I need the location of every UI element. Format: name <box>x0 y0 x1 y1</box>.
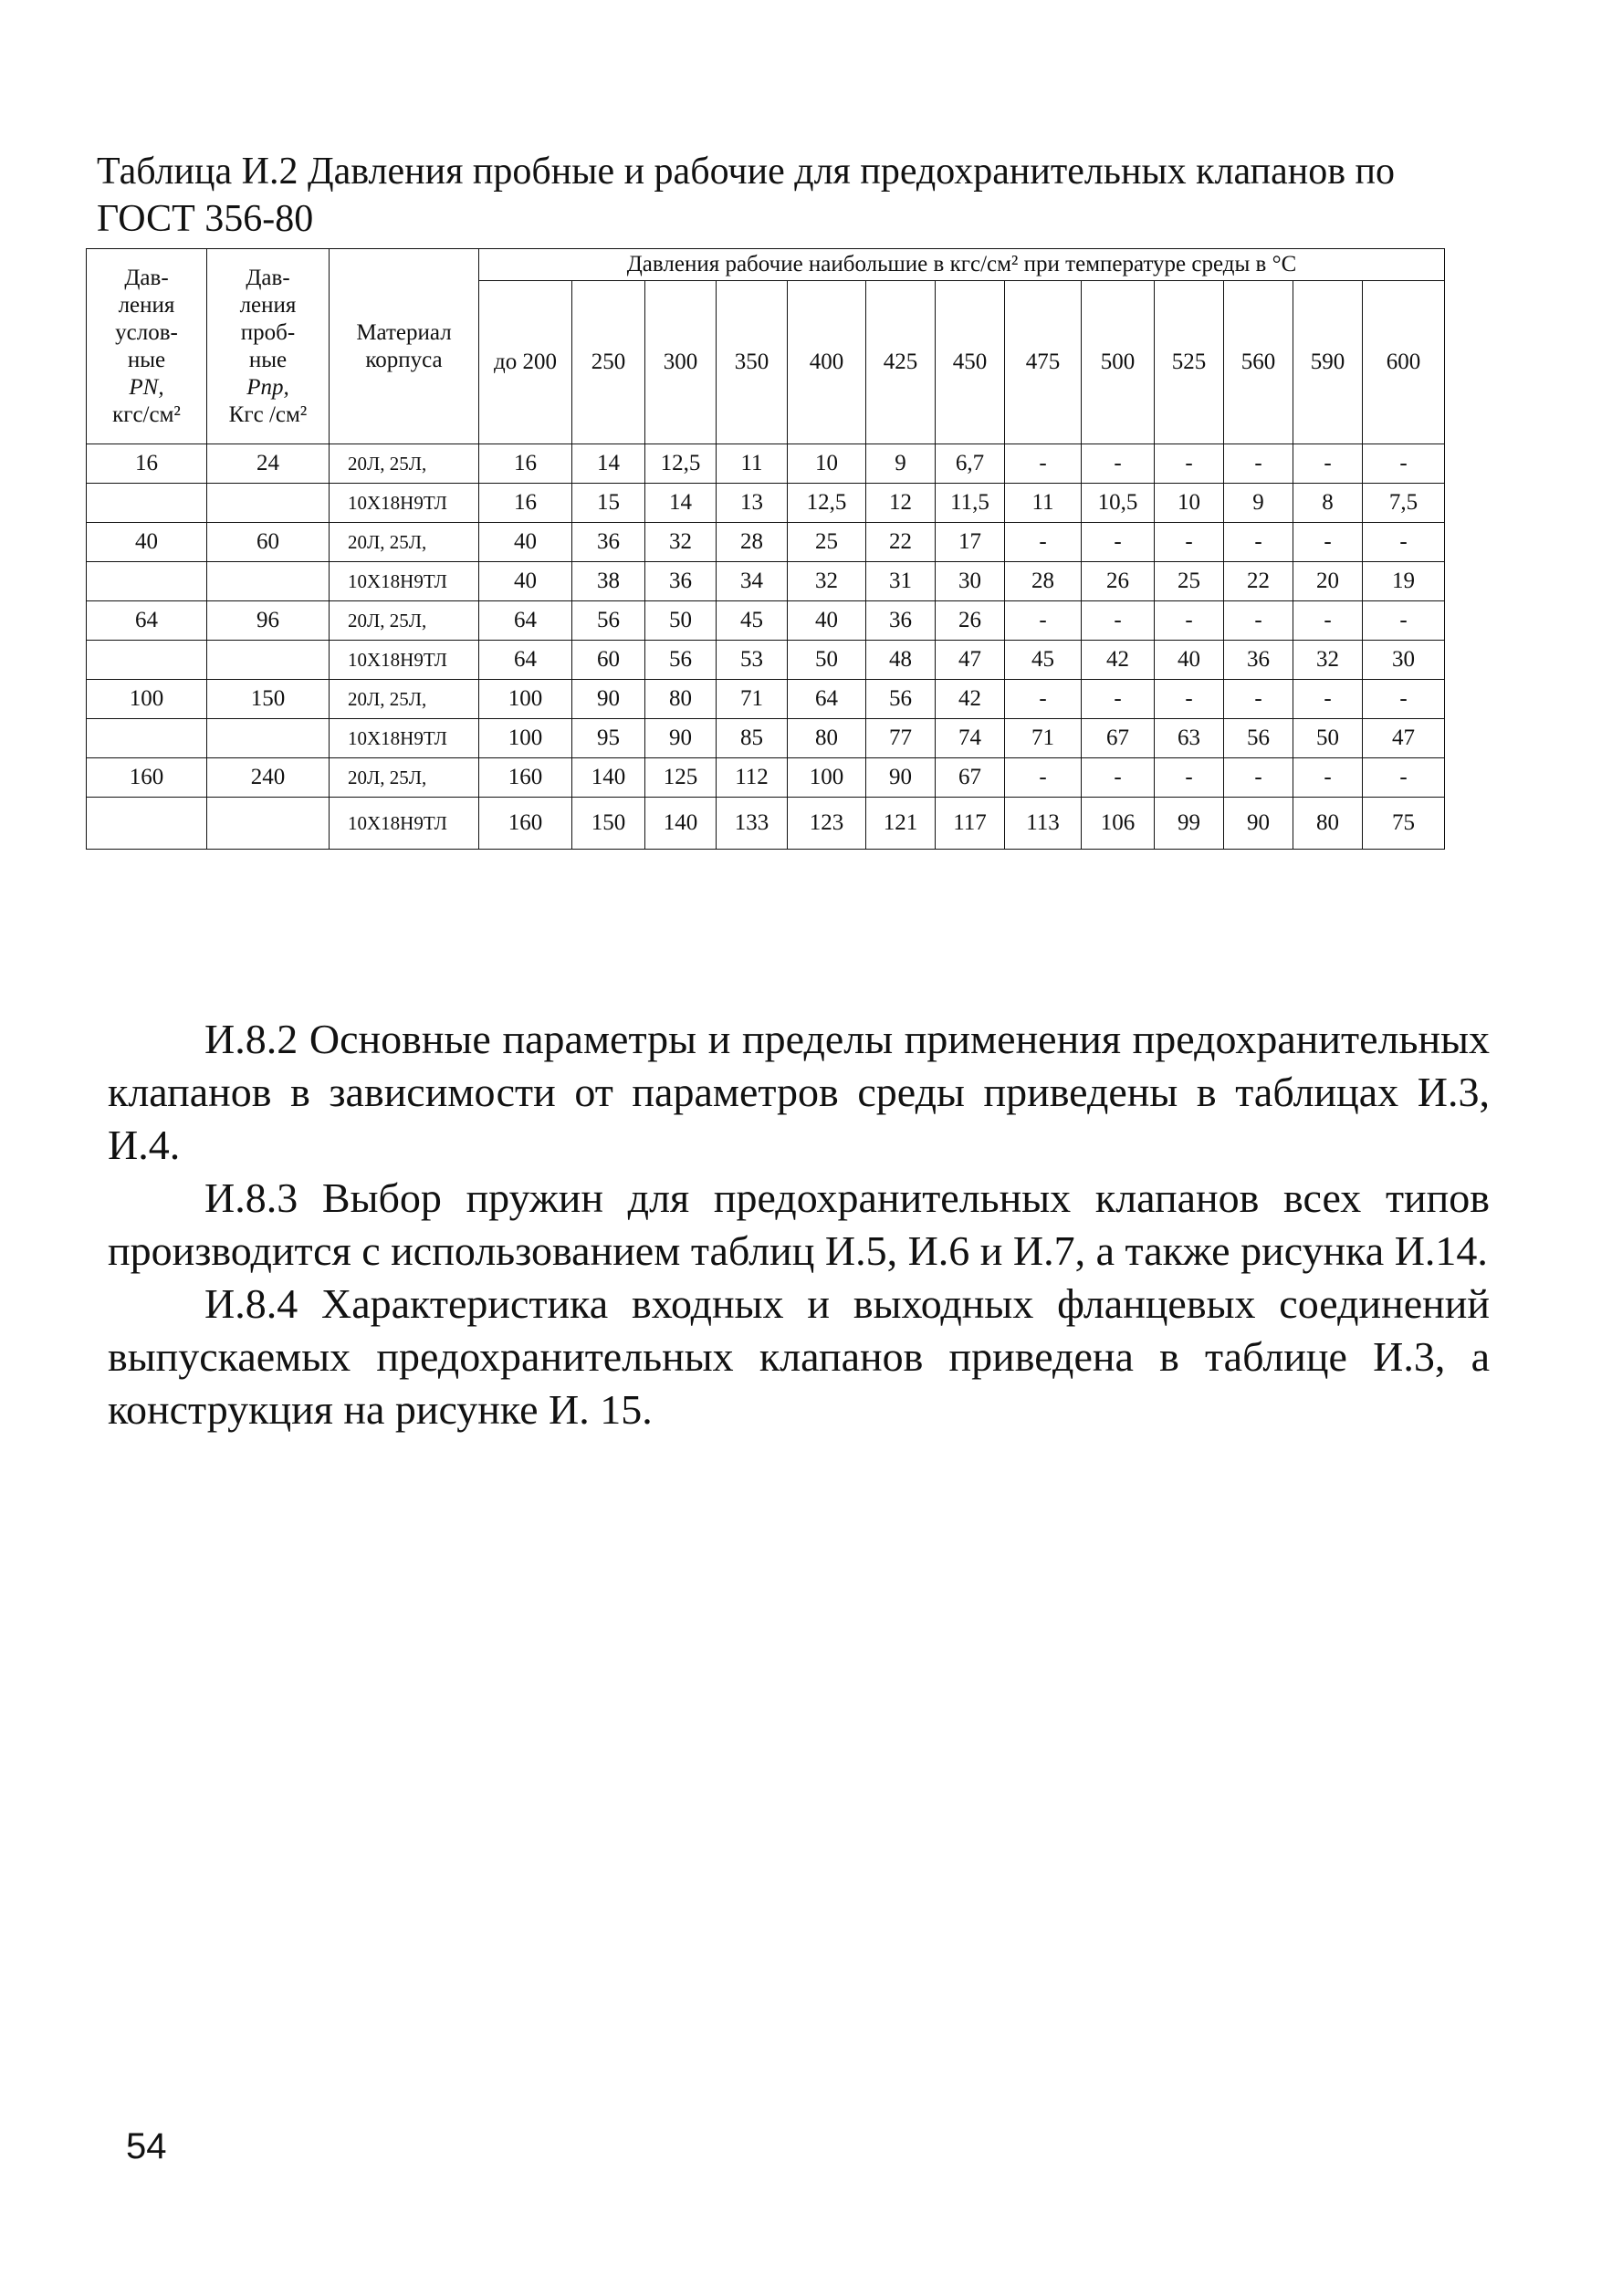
temperature-header: 400 <box>788 281 866 444</box>
table-cell: - <box>1363 758 1445 798</box>
table-cell: 60 <box>207 523 330 562</box>
table-cell: - <box>1082 680 1155 719</box>
table-cell: 77 <box>866 719 936 758</box>
table-cell: - <box>1363 523 1445 562</box>
table-cell: 11,5 <box>936 484 1005 523</box>
table-cell: 90 <box>866 758 936 798</box>
table-cell: 10 <box>788 444 866 484</box>
table-cell: 40 <box>87 523 207 562</box>
table-cell: 19 <box>1363 562 1445 601</box>
table-cell: 56 <box>1224 719 1293 758</box>
table-cell: 30 <box>1363 641 1445 680</box>
table-cell: 26 <box>936 601 1005 641</box>
table-cell: - <box>1224 523 1293 562</box>
table-cell: 26 <box>1082 562 1155 601</box>
table-cell: 8 <box>1293 484 1363 523</box>
header-material: Материал корпуса <box>330 249 479 444</box>
table-cell: 10Х18Н9ТЛ <box>330 719 479 758</box>
table-row <box>87 680 1445 719</box>
table-cell: 11 <box>717 444 788 484</box>
table-cell: 48 <box>866 641 936 680</box>
table-cell: - <box>1293 758 1363 798</box>
table-cell: 106 <box>1082 798 1155 850</box>
table-cell: 140 <box>572 758 645 798</box>
table-cell: 36 <box>572 523 645 562</box>
table-cell: - <box>1293 601 1363 641</box>
table-cell: 32 <box>788 562 866 601</box>
temperature-header: 525 <box>1155 281 1224 444</box>
table-cell: 40 <box>479 523 572 562</box>
table-cell <box>207 719 330 758</box>
table-cell: 36 <box>1224 641 1293 680</box>
table-cell: 80 <box>788 719 866 758</box>
table-cell <box>207 798 330 850</box>
table-cell: 20Л, 25Л, <box>330 680 479 719</box>
table-cell: - <box>1224 680 1293 719</box>
table-cell: 16 <box>479 444 572 484</box>
temperature-header: 590 <box>1293 281 1363 444</box>
paragraph: И.8.2 Основные параметры и пределы применения предохранительных клапанов в зависимости от параметров среды приведены в таблицах И.3, И.4. <box>108 1016 1490 1168</box>
table-cell: 64 <box>87 601 207 641</box>
page-number: 54 <box>126 2126 167 2166</box>
table-cell: 10 <box>1155 484 1224 523</box>
table-cell: - <box>1363 680 1445 719</box>
table-cell: 42 <box>936 680 1005 719</box>
temperature-header: 425 <box>866 281 936 444</box>
table-row <box>87 798 1445 850</box>
table-cell: 16 <box>479 484 572 523</box>
table-cell: 10Х18Н9ТЛ <box>330 798 479 850</box>
table-cell <box>207 484 330 523</box>
table-row <box>87 444 1445 484</box>
table-cell: 9 <box>866 444 936 484</box>
table-cell: - <box>1293 680 1363 719</box>
table-cell: 125 <box>645 758 717 798</box>
temperature-header: до 200 <box>479 281 572 444</box>
table-cell: - <box>1363 444 1445 484</box>
table-cell: 32 <box>1293 641 1363 680</box>
table-cell: - <box>1363 601 1445 641</box>
table-cell: 64 <box>479 601 572 641</box>
table-cell: 36 <box>645 562 717 601</box>
table-cell: - <box>1082 523 1155 562</box>
table-cell: 10Х18Н9ТЛ <box>330 641 479 680</box>
table-cell: 7,5 <box>1363 484 1445 523</box>
table-cell: 64 <box>788 680 866 719</box>
table-cell: 160 <box>87 758 207 798</box>
table-cell: 10,5 <box>1082 484 1155 523</box>
table-cell: 14 <box>572 444 645 484</box>
table-cell: 34 <box>717 562 788 601</box>
table-cell: 100 <box>87 680 207 719</box>
table-cell: 90 <box>1224 798 1293 850</box>
table-cell: - <box>1224 444 1293 484</box>
table-cell: 25 <box>1155 562 1224 601</box>
table-cell: - <box>1005 758 1082 798</box>
table-cell: - <box>1155 601 1224 641</box>
table-cell: 100 <box>479 680 572 719</box>
table-body <box>87 444 1445 850</box>
table-cell: 117 <box>936 798 1005 850</box>
table-cell: - <box>1082 444 1155 484</box>
table-cell: 53 <box>717 641 788 680</box>
table-cell: 15 <box>572 484 645 523</box>
table-cell: 22 <box>1224 562 1293 601</box>
table-cell: 67 <box>936 758 1005 798</box>
table-cell: 47 <box>1363 719 1445 758</box>
table-cell: 30 <box>936 562 1005 601</box>
table-cell: 67 <box>1082 719 1155 758</box>
table-cell: 28 <box>717 523 788 562</box>
table-cell: 16 <box>87 444 207 484</box>
pressure-table <box>86 248 1445 850</box>
table-cell: 38 <box>572 562 645 601</box>
table-cell <box>207 562 330 601</box>
header-pn: Дав- ления услов- ные PN, кгс/см² <box>87 249 207 444</box>
table-caption: Таблица И.2 Давления пробные и рабочие для предохранительных клапанов по ГОСТ 356-80 <box>97 151 1396 240</box>
table-cell: 160 <box>479 798 572 850</box>
table-cell: 50 <box>788 641 866 680</box>
table-row <box>87 641 1445 680</box>
temperature-header: 600 <box>1363 281 1445 444</box>
table-cell: - <box>1082 758 1155 798</box>
table-cell: 47 <box>936 641 1005 680</box>
table-cell: 10Х18Н9ТЛ <box>330 562 479 601</box>
table-row <box>87 719 1445 758</box>
table-cell: 45 <box>1005 641 1082 680</box>
table-cell: 100 <box>788 758 866 798</box>
table-cell: - <box>1224 758 1293 798</box>
table-cell: 12,5 <box>645 444 717 484</box>
table-cell: 121 <box>866 798 936 850</box>
table-cell: 25 <box>788 523 866 562</box>
table-cell <box>87 719 207 758</box>
temperature-header: 300 <box>645 281 717 444</box>
table-cell: 113 <box>1005 798 1082 850</box>
table-cell: 80 <box>645 680 717 719</box>
table-cell: 14 <box>645 484 717 523</box>
table-cell: - <box>1005 601 1082 641</box>
table-cell: 45 <box>717 601 788 641</box>
table-cell: 60 <box>572 641 645 680</box>
table-cell <box>207 641 330 680</box>
table-cell: 63 <box>1155 719 1224 758</box>
table-cell: 40 <box>1155 641 1224 680</box>
table-cell: - <box>1293 523 1363 562</box>
table-cell: 56 <box>866 680 936 719</box>
body-text <box>108 1013 1490 1436</box>
table-cell: - <box>1155 758 1224 798</box>
table-cell: 11 <box>1005 484 1082 523</box>
table-cell: 96 <box>207 601 330 641</box>
table-cell: 13 <box>717 484 788 523</box>
table-cell: 71 <box>717 680 788 719</box>
table-cell: 56 <box>645 641 717 680</box>
table-cell: 9 <box>1224 484 1293 523</box>
table-cell: 20Л, 25Л, <box>330 601 479 641</box>
header-working-pressure: Давления рабочие наибольшие в кгс/см² при температуре среды в °С <box>479 249 1445 281</box>
table-cell: 100 <box>479 719 572 758</box>
table-cell: 10Х18Н9ТЛ <box>330 484 479 523</box>
table-cell: 17 <box>936 523 1005 562</box>
table-cell: 20Л, 25Л, <box>330 523 479 562</box>
temperature-header: 350 <box>717 281 788 444</box>
table-cell <box>87 562 207 601</box>
table-cell: 150 <box>572 798 645 850</box>
table-cell: - <box>1155 523 1224 562</box>
table-cell: 80 <box>1293 798 1363 850</box>
table-cell: 71 <box>1005 719 1082 758</box>
table-cell: 90 <box>645 719 717 758</box>
table-cell: 24 <box>207 444 330 484</box>
temperature-header: 475 <box>1005 281 1082 444</box>
table-cell: 36 <box>866 601 936 641</box>
table-cell: 64 <box>479 641 572 680</box>
table-row <box>87 523 1445 562</box>
table-cell: 31 <box>866 562 936 601</box>
temperature-header: 560 <box>1224 281 1293 444</box>
table-cell: 40 <box>479 562 572 601</box>
table-cell: 20 <box>1293 562 1363 601</box>
table-row <box>87 758 1445 798</box>
table-cell: - <box>1082 601 1155 641</box>
table-row <box>87 484 1445 523</box>
paragraph: И.8.3 Выбор пружин для предохранительных клапанов всех типов производится с использованием таблиц И.5, И.6 и И.7, а также рисунка И.14. <box>108 1174 1490 1274</box>
table-cell: - <box>1155 444 1224 484</box>
table-cell: 99 <box>1155 798 1224 850</box>
table-cell <box>87 641 207 680</box>
table-cell: 20Л, 25Л, <box>330 758 479 798</box>
table-cell: 28 <box>1005 562 1082 601</box>
paragraph: И.8.4 Характеристика входных и выходных фланцевых соединений выпускаемых предохранительных клапанов приведена в таблице И.3, а конструкция на рисунке И. 15. <box>108 1280 1490 1433</box>
table-cell: 12 <box>866 484 936 523</box>
temperature-header: 500 <box>1082 281 1155 444</box>
table-cell: 42 <box>1082 641 1155 680</box>
table-cell <box>87 798 207 850</box>
table-cell: - <box>1293 444 1363 484</box>
table-cell: 140 <box>645 798 717 850</box>
table-cell: - <box>1005 523 1082 562</box>
table-cell: 240 <box>207 758 330 798</box>
table-cell: 85 <box>717 719 788 758</box>
table-cell: 95 <box>572 719 645 758</box>
table-cell <box>87 484 207 523</box>
header-pnp: Дав- ления проб- ные Pnp, Кгс /см² <box>207 249 330 444</box>
table-cell: - <box>1224 601 1293 641</box>
table-cell: 50 <box>645 601 717 641</box>
table-cell: 133 <box>717 798 788 850</box>
table-cell: 40 <box>788 601 866 641</box>
table-cell: 50 <box>1293 719 1363 758</box>
table-cell: 20Л, 25Л, <box>330 444 479 484</box>
table-cell: 6,7 <box>936 444 1005 484</box>
table-cell: 90 <box>572 680 645 719</box>
table-cell: 12,5 <box>788 484 866 523</box>
temperature-header: 250 <box>572 281 645 444</box>
table-cell: 160 <box>479 758 572 798</box>
table-cell: 150 <box>207 680 330 719</box>
temperature-header: 450 <box>936 281 1005 444</box>
table-cell: 56 <box>572 601 645 641</box>
table-cell: 75 <box>1363 798 1445 850</box>
table-cell: 112 <box>717 758 788 798</box>
table-cell: - <box>1005 680 1082 719</box>
table-cell: - <box>1005 444 1082 484</box>
table-row <box>87 562 1445 601</box>
table-cell: - <box>1155 680 1224 719</box>
table-cell: 22 <box>866 523 936 562</box>
table-cell: 32 <box>645 523 717 562</box>
table-cell: 74 <box>936 719 1005 758</box>
table-row <box>87 601 1445 641</box>
table-cell: 123 <box>788 798 866 850</box>
